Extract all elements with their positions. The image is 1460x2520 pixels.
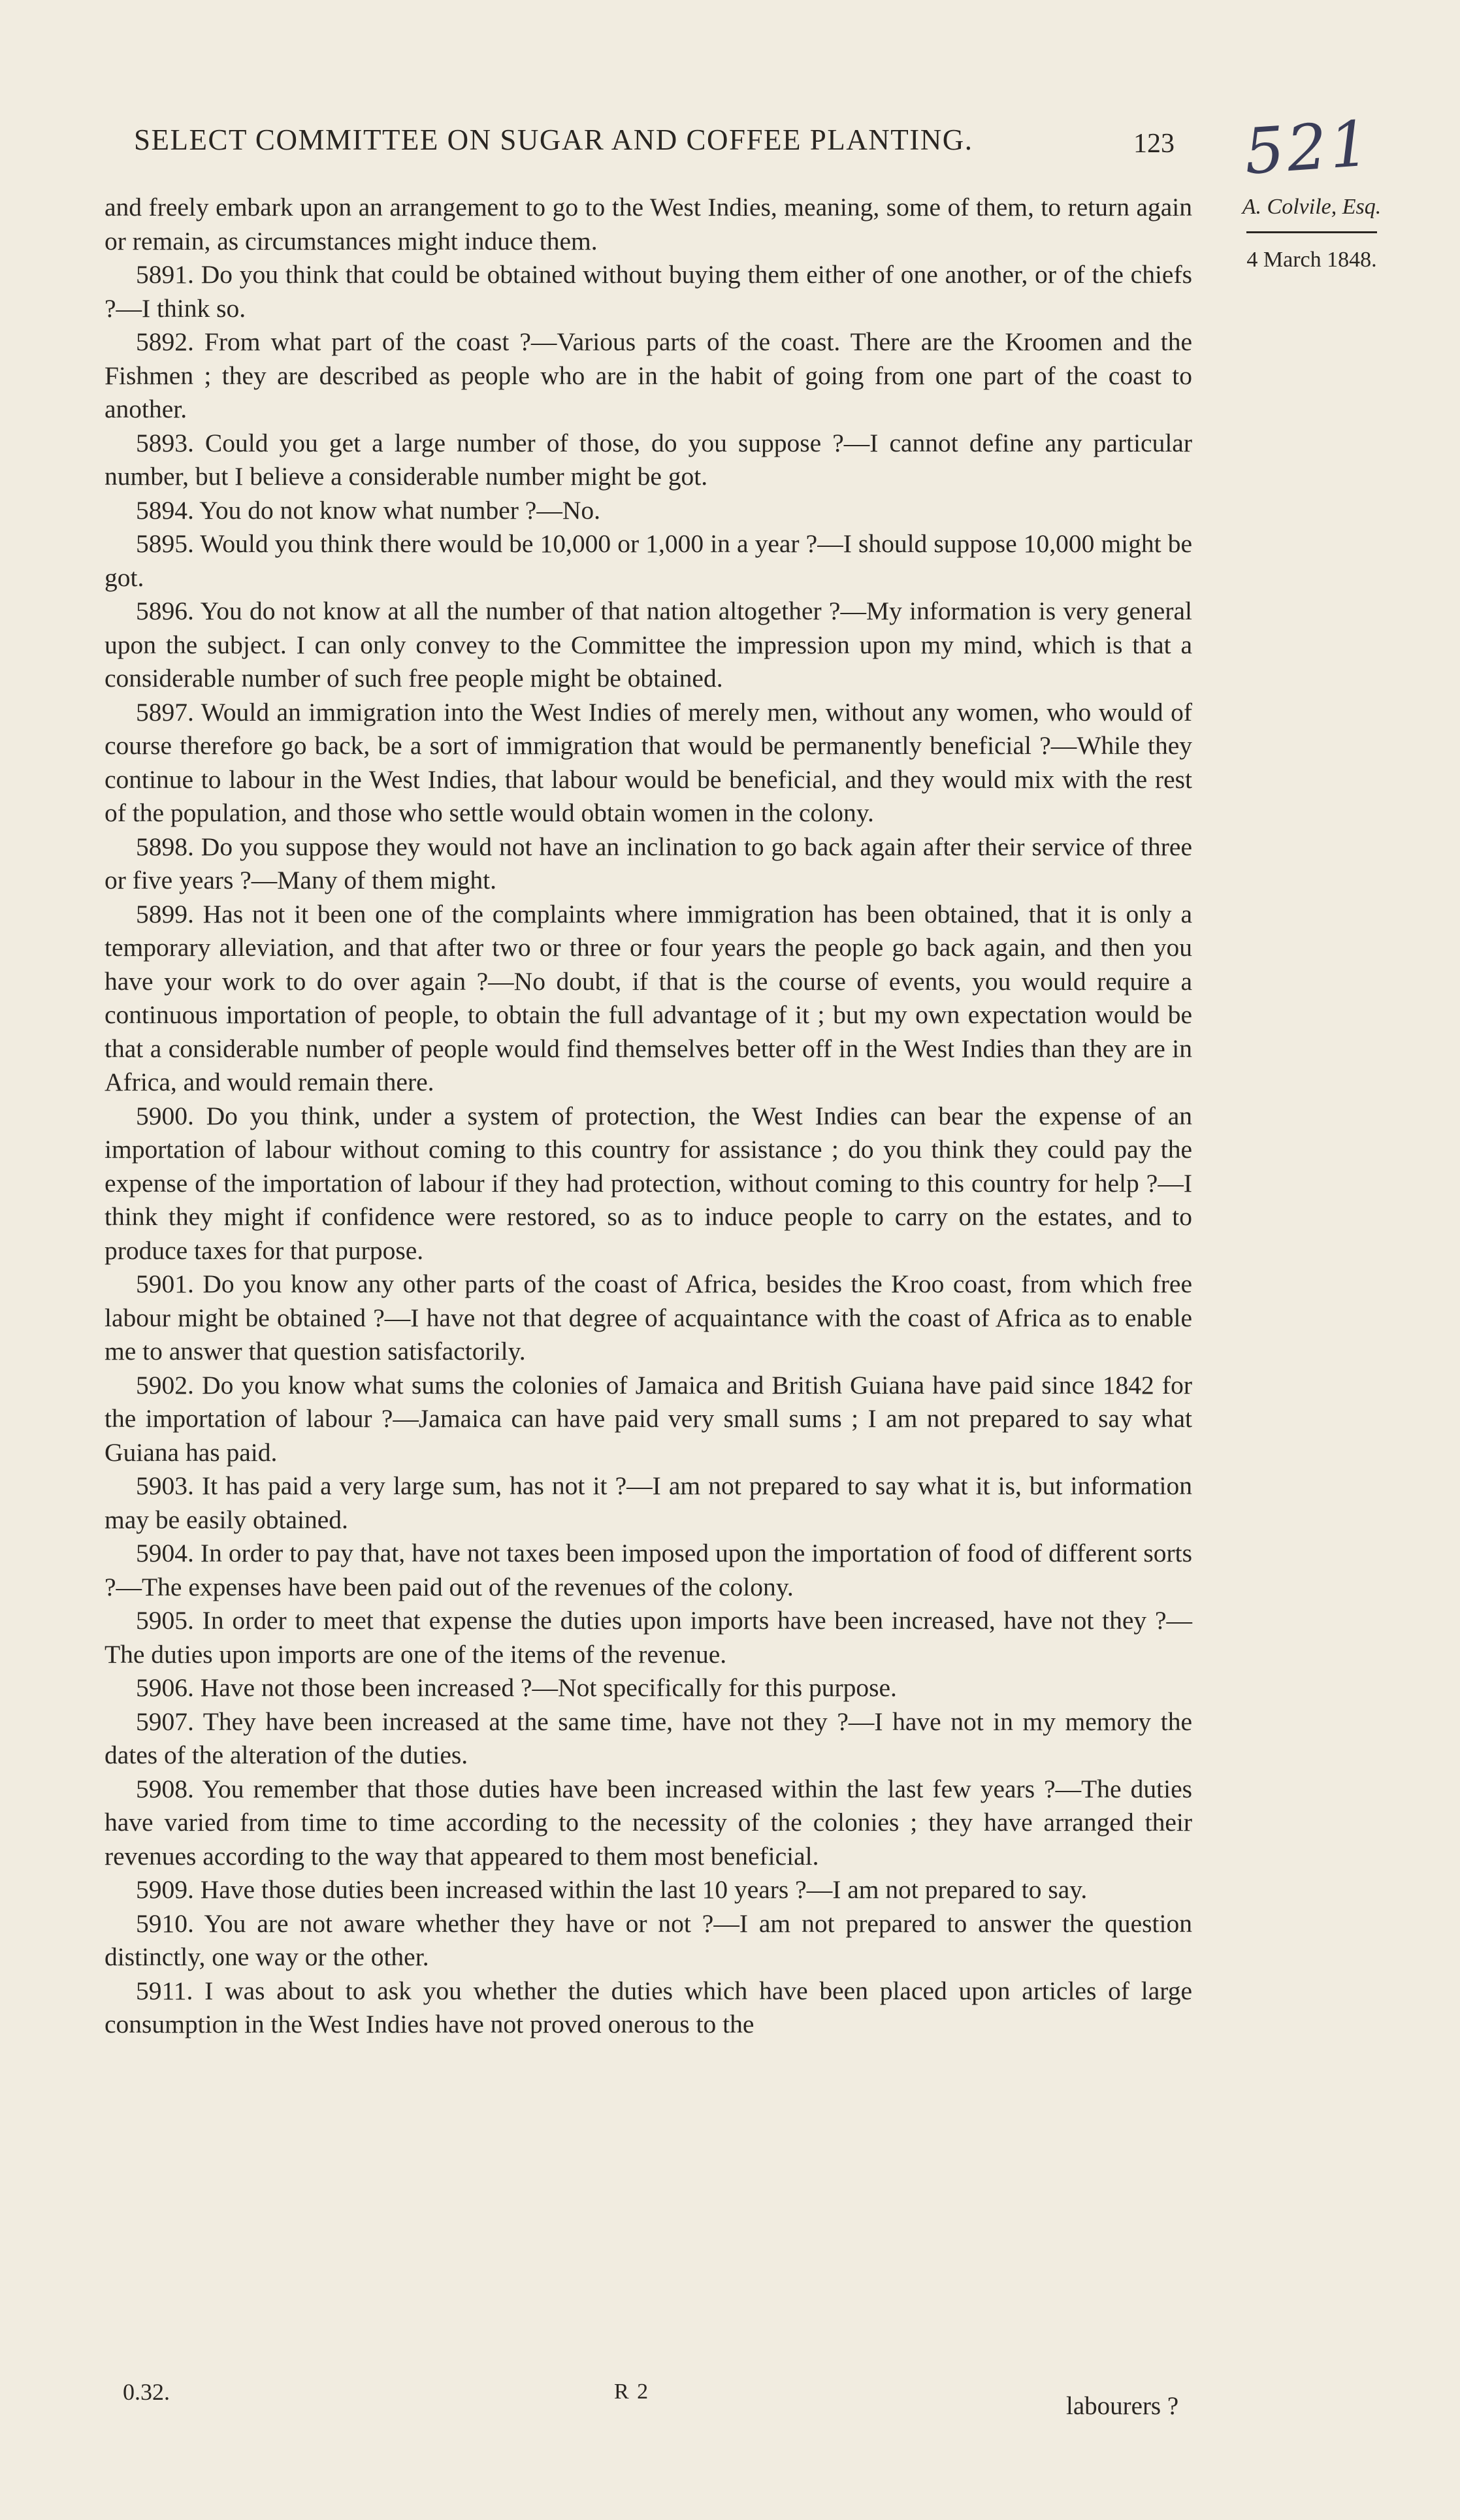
- paragraph: 5911. I was about to ask you whether the duties which have been placed upon articles of large consumption in the West Indies have not proved onerous to the: [105, 1976, 1192, 2038]
- hearing-date: 4 March 1848.: [1246, 248, 1377, 272]
- running-head: SELECT COMMITTEE ON SUGAR AND COFFEE PLANTING.: [134, 123, 973, 156]
- paragraph: 5895. Would you think there would be 10,000 or 1,000 in a year ?—I should suppose 10,000 might be got.: [105, 529, 1192, 592]
- paragraph: 5902. Do you know what sums the colonies of Jamaica and British Guiana have paid since 1842 for the importation of labour ?—Jamaica can have paid very small sums ; I am not prepared to say what Guiana has paid.: [105, 1370, 1192, 1467]
- paragraph: 5896. You do not know at all the number of that nation altogether ?—My information is very general upon the subject. I can only convey to the Committee the impression upon my mind, which is that a considerable number of such free people might be obtained.: [105, 597, 1192, 693]
- paragraph: 5899. Has not it been one of the complaints where immigration has been obtained, that it is only a temporary alleviation, and that after two or three or four years the people go back again, and then you have your work to do over again ?—No doubt, if that is the course of events, you would require a continuous importation of people, to obtain the full advantage of it ; but my own expectation would be that a considerable number of people would find themselves better off in the West Indies than they are in Africa, and would remain there.: [105, 899, 1192, 1096]
- paragraph: 5894. You do not know what number ?—No.: [136, 495, 600, 525]
- testimony-body: [105, 191, 1192, 2042]
- paragraph: 5904. In order to pay that, have not taxes been imposed upon the importation of food of different sorts ?—The expenses have been paid out of the revenues of the colony.: [105, 1539, 1192, 1601]
- paragraph: 5901. Do you know any other parts of the coast of Africa, besides the Kroo coast, from which free labour might be obtained ?—I have not that degree of acquaintance with the coast of Africa as to enable me to answer that question satisfactorily.: [105, 1269, 1192, 1366]
- paragraph: 5898. Do you suppose they would not have an inclination to go back again after their service of three or five years ?—Many of them might.: [105, 832, 1192, 894]
- catchword: labourers ?: [1066, 2392, 1179, 2420]
- paragraph: 5892. From what part of the coast ?—Various parts of the coast. There are the Kroomen and the Fishmen ; they are described as people who are in the habit of going from one part of the coast to another.: [105, 327, 1192, 423]
- paragraph: 5906. Have not those been increased ?—Not specifically for this purpose.: [136, 1673, 897, 1702]
- witness-name: A. Colvile, Esq.: [1242, 195, 1382, 219]
- printer-signature: 0.32.: [123, 2379, 170, 2405]
- paragraph: and freely embark upon an arrangement to go to the West Indies, meaning, some of them, to return again or remain, as circumstances might induce them.: [105, 193, 1192, 255]
- margin-rule: [1246, 231, 1377, 233]
- margin-note: [1220, 195, 1403, 272]
- paragraph: 5905. In order to meet that expense the duties upon imports have been increased, have not they ?—The duties upon imports are one of the items of the revenue.: [105, 1606, 1192, 1669]
- paragraph: 5909. Have those duties been increased within the last 10 years ?—I am not prepared to say.: [136, 1875, 1088, 1904]
- paragraph: 5903. It has paid a very large sum, has not it ?—I am not prepared to say what it is, but information may be easily obtained.: [105, 1471, 1192, 1534]
- paragraph: 5908. You remember that those duties have been increased within the last few years ?—The duties have varied from time to time according to the necessity of the colonies ; they have arranged their revenues according to the way that appeared to them most beneficial.: [105, 1774, 1192, 1871]
- paragraph: 5910. You are not aware whether they have or not ?—I am not prepared to answer the question distinctly, one way or the other.: [105, 1908, 1192, 1971]
- paragraph: 5907. They have been increased at the same time, have not they ?—I have not in my memory the dates of the alteration of the duties.: [105, 1707, 1192, 1769]
- handwritten-folio: 521: [1242, 106, 1374, 189]
- paragraph: 5893. Could you get a large number of those, do you suppose ?—I cannot define any particular number, but I believe a considerable number might be got.: [105, 428, 1192, 491]
- paragraph: 5897. Would an immigration into the West Indies of merely men, without any women, who would of course therefore go back, be a sort of immigration that would be permanently beneficial ?—While they continue to labour in the West Indies, that labour would be beneficial, and they would mix with the rest of the population, and those who settle would obtain women in the colony.: [105, 697, 1192, 827]
- page-number: 123: [1133, 129, 1175, 159]
- signature-mark: R 2: [614, 2380, 650, 2404]
- paragraph: 5891. Do you think that could be obtained without buying them either of one another, or of the chiefs ?—I think so.: [105, 260, 1192, 323]
- paragraph: 5900. Do you think, under a system of protection, the West Indies can bear the expense of an importation of labour without coming to this country for assistance ; do you think they could pay the expense of the importation of labour if they had protection, without coming to this country for help ?—I think they might if confidence were restored, so as to induce people to carry on the estates, and to produce taxes for that purpose.: [105, 1101, 1192, 1265]
